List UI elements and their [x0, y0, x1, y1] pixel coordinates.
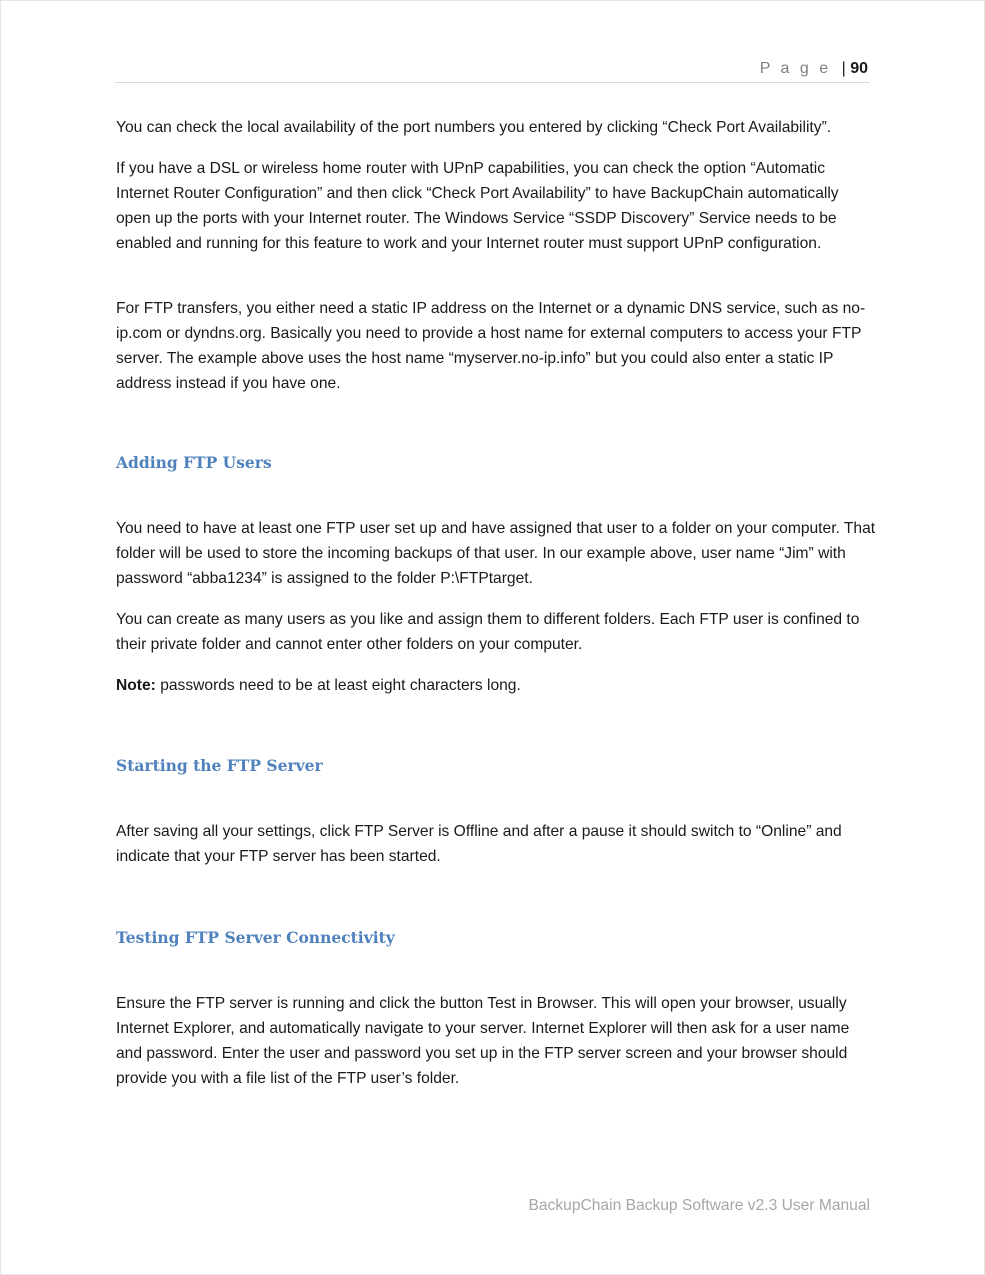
paragraph-ftp-user-setup: You need to have at least one FTP user set up and have assigned that user to a folder on your computer. That folder will be used to store the incoming backups of that user. In our example above, user name “Jim” with password “abba1234” is assigned to the folder P:\FTPtarget.	[116, 520, 876, 587]
heading-starting-ftp-server: Starting the FTP Server	[116, 756, 323, 775]
page-word: P a g e	[759, 60, 832, 77]
paragraph-note	[116, 673, 876, 698]
paragraph-start-server: After saving all your settings, click FTP Server is Offline and after a pause it should switch to “Online” and indicate that your FTP server has been started.	[116, 823, 842, 865]
heading-adding-ftp-users: Adding FTP Users	[116, 453, 272, 472]
paragraph-static-ip: For FTP transfers, you either need a static IP address on the Internet or a dynamic DNS service, such as no-ip.com or dyndns.org. Basically you need to provide a host name for external computers to access your FTP server. The example above uses the host name “myserver.no-ip.info” but you could also enter a static IP address instead if you have one.	[116, 300, 866, 392]
page-separator: |	[841, 60, 846, 77]
note-label: Note:	[116, 677, 156, 694]
page-number-label	[760, 58, 868, 80]
note-text: passwords need to be at least eight characters long.	[155, 677, 521, 694]
page-header	[115, 58, 870, 83]
page-footer: BackupChain Backup Software v2.3 User Manual	[528, 1197, 870, 1214]
paragraph-upnp-router: If you have a DSL or wireless home router with UPnP capabilities, you can check the option “Automatic Internet Router Configuration” and then click “Check Port Availability” to have BackupChain automatically open up the ports with your Internet router. The Windows Service “SSDP Discovery” Service needs to be enabled and running for this feature to work and your Internet router must support UPnP configuration.	[116, 160, 839, 252]
page-number: 90	[850, 60, 868, 77]
paragraph-multiple-users: You can create as many users as you like and assign them to different folders. Each FTP user is confined to their private folder and cannot enter other folders on your computer.	[116, 611, 860, 653]
paragraph-test-browser: Ensure the FTP server is running and click the button Test in Browser. This will open your browser, usually Internet Explorer, and automatically navigate to your server. Internet Explorer will then ask for a user name and password. Enter the user and password you set up in the FTP server screen and your browser should provide you with a file list of the FTP user’s folder.	[116, 995, 850, 1087]
heading-testing-connectivity: Testing FTP Server Connectivity	[116, 928, 395, 947]
paragraph-port-availability: You can check the local availability of the port numbers you entered by clicking “Check Port Availability”.	[116, 119, 832, 136]
